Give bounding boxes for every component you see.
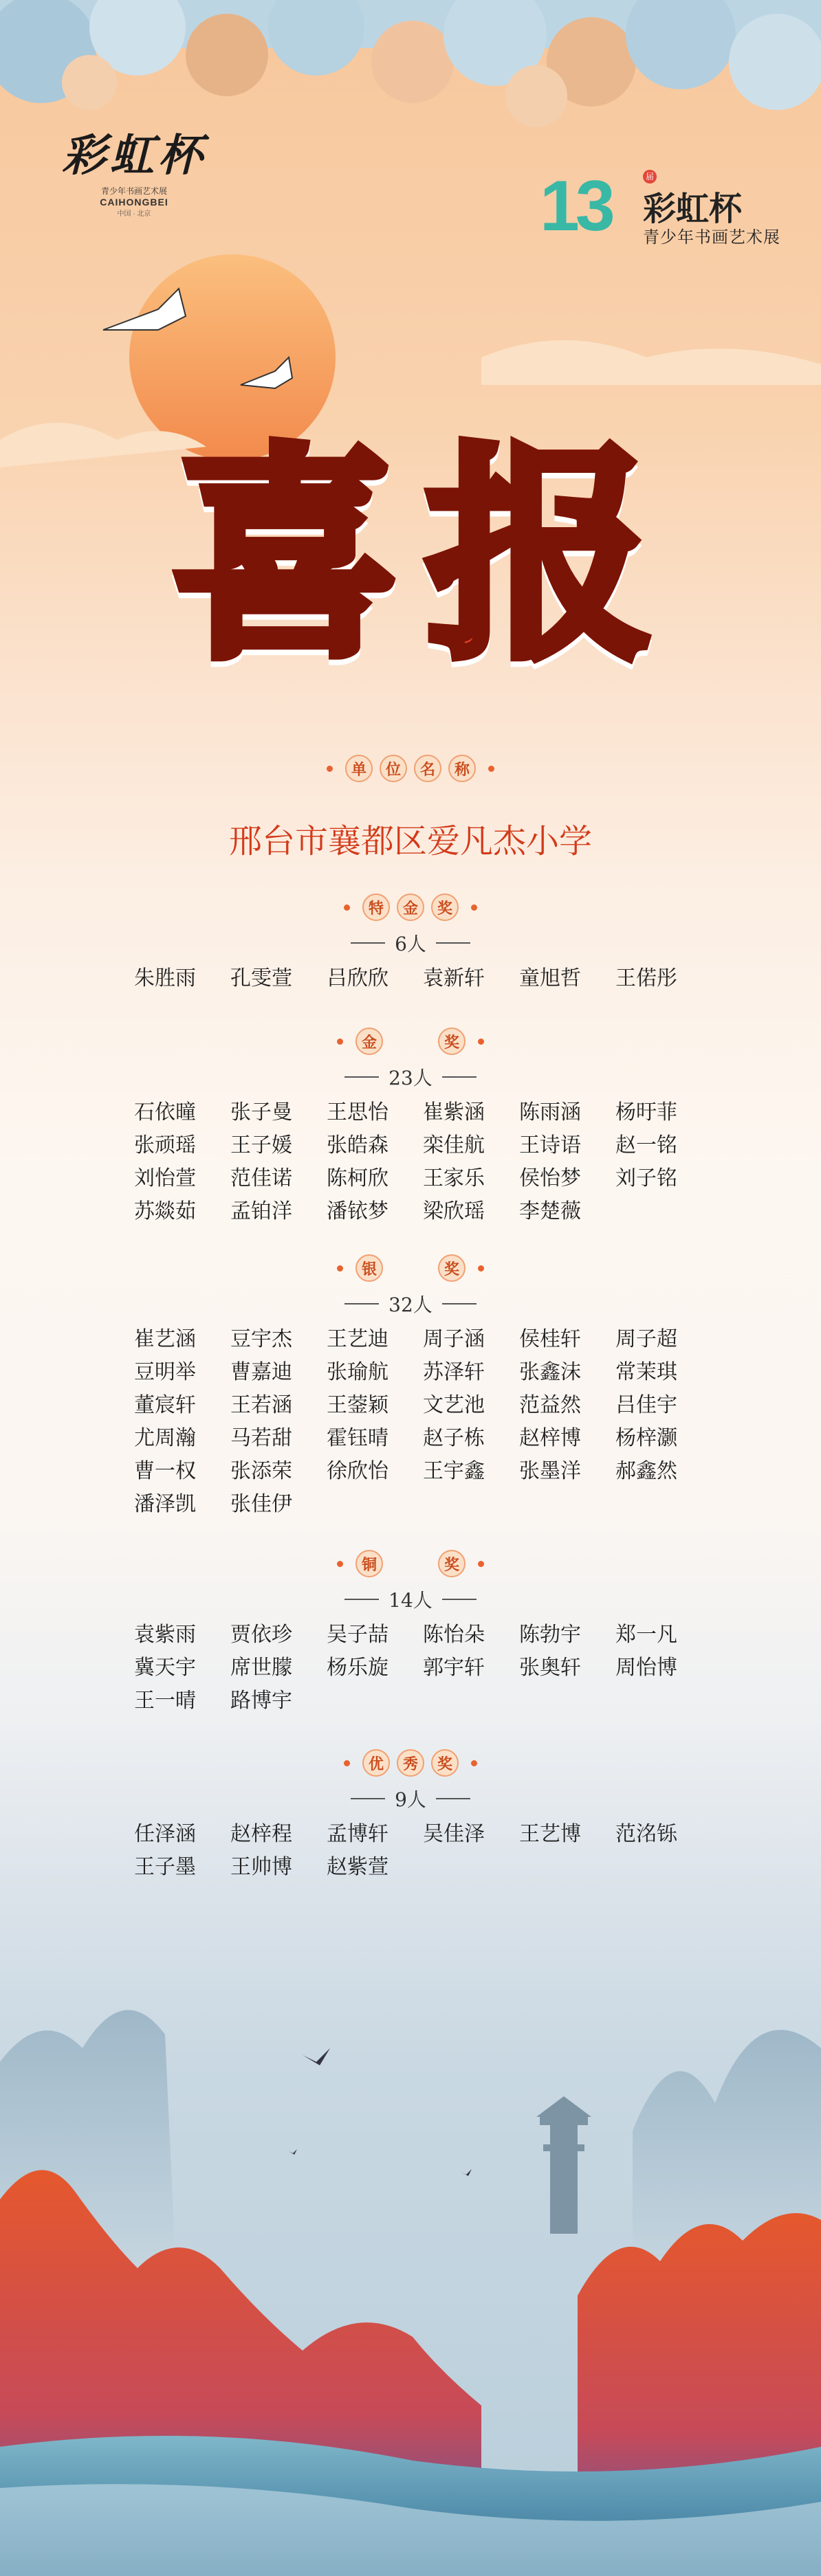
winner-name: 崔艺涵 <box>134 1327 196 1351</box>
winner-name: 陈柯欣 <box>327 1166 388 1190</box>
winner-name: 张鑫沫 <box>519 1360 581 1384</box>
brand-subtitle: 青少年书画艺术展 <box>100 186 167 196</box>
brand-logo-left <box>55 120 213 218</box>
bird-icon <box>289 2048 472 2176</box>
winner-name: 刘子铭 <box>615 1166 677 1190</box>
winner-name: 范佳诺 <box>230 1166 292 1190</box>
winner-name: 吴佳泽 <box>423 1822 485 1846</box>
winner-name: 贾依珍 <box>230 1623 292 1647</box>
winner-name: 孔雯萱 <box>230 966 292 990</box>
winner-name: 王艺迪 <box>327 1327 388 1351</box>
winner-name: 王诗语 <box>519 1133 581 1157</box>
award-count: 9人 <box>0 1785 821 1812</box>
brand-name: 彩虹杯 <box>62 130 206 181</box>
headline-char: 喜 <box>172 425 399 689</box>
winner-name: 周怡博 <box>615 1656 677 1680</box>
award-names <box>134 962 712 995</box>
winner-name: 栾佳航 <box>423 1133 485 1157</box>
winner-name: 常茉琪 <box>615 1360 677 1384</box>
winner-name: 吕欣欣 <box>327 966 388 990</box>
winner-name: 杨梓灏 <box>615 1426 677 1450</box>
winner-name: 袁紫雨 <box>134 1623 196 1647</box>
winner-name: 赵子栋 <box>423 1426 485 1450</box>
winner-name: 孟博轩 <box>327 1822 388 1846</box>
winner-name: 张皓森 <box>327 1133 388 1157</box>
winner-name: 周子超 <box>615 1327 677 1351</box>
winner-name: 任泽涵 <box>134 1822 196 1846</box>
winner-name: 豆明举 <box>134 1360 196 1384</box>
winner-name: 石依曈 <box>134 1100 196 1124</box>
award-label-char: 特 <box>362 893 390 921</box>
unit-label-char: 位 <box>380 755 407 782</box>
winner-name: 郭宇轩 <box>423 1656 485 1680</box>
winner-name: 范洺铄 <box>615 1822 677 1846</box>
headline <box>103 399 722 715</box>
pagoda-icon <box>536 2096 591 2234</box>
winner-name: 王蓥颖 <box>327 1393 388 1417</box>
winner-name: 张添荣 <box>230 1459 292 1483</box>
edition-number: 13 <box>540 166 611 246</box>
winner-name: 张奥轩 <box>519 1656 581 1680</box>
award-label-char: 金 <box>355 1028 383 1055</box>
winner-name: 孟铂洋 <box>230 1199 292 1223</box>
winner-name: 朱胜雨 <box>134 966 196 990</box>
winner-name: 王若涵 <box>230 1393 292 1417</box>
winner-name: 苏泽轩 <box>423 1360 485 1384</box>
school-name: 邢台市襄都区爱凡杰小学 <box>228 822 592 860</box>
winner-name: 王子墨 <box>134 1855 196 1879</box>
winner-name: 冀天宇 <box>134 1656 196 1680</box>
winner-name: 张子曼 <box>230 1100 292 1124</box>
winner-name: 赵紫萱 <box>327 1855 388 1879</box>
award-names <box>134 1323 712 1521</box>
award-label-char: 优 <box>362 1749 390 1777</box>
award-count: 32人 <box>0 1290 821 1318</box>
winner-name: 刘怡萱 <box>134 1166 196 1190</box>
unit-label-char: 单 <box>345 755 373 782</box>
award-count: 23人 <box>0 1063 821 1091</box>
winner-name: 侯桂轩 <box>519 1327 581 1351</box>
winner-name: 霍钰晴 <box>327 1426 388 1450</box>
winner-name: 陈勃宇 <box>519 1623 581 1647</box>
winner-name: 赵一铭 <box>615 1133 677 1157</box>
winner-name: 张佳伊 <box>230 1492 292 1516</box>
winner-name: 潘铱梦 <box>327 1199 388 1223</box>
award-label <box>0 893 821 921</box>
winner-name: 陈雨涵 <box>519 1100 581 1124</box>
winner-name: 赵梓程 <box>230 1822 292 1846</box>
award-label-char: 奖 <box>438 1028 466 1055</box>
event-name: 彩虹杯 <box>643 191 743 227</box>
winner-name: 王偌彤 <box>615 966 677 990</box>
unit-label-char: 称 <box>448 755 476 782</box>
cloud-band-top <box>0 0 821 127</box>
award-label-char: 银 <box>355 1254 383 1282</box>
award-label <box>0 1550 821 1577</box>
award-label-char: 奖 <box>431 1749 459 1777</box>
award-count: 14人 <box>0 1586 821 1613</box>
winner-name: 郑一凡 <box>615 1623 677 1647</box>
winner-name: 王一晴 <box>134 1689 196 1713</box>
winner-name: 吴子喆 <box>327 1623 388 1647</box>
winner-name: 王子媛 <box>230 1133 292 1157</box>
winner-name: 杨乐旋 <box>327 1656 388 1680</box>
edition-tag: 届 <box>643 170 657 184</box>
winner-name: 王帅博 <box>230 1855 292 1879</box>
winner-name: 梁欣瑶 <box>423 1199 485 1223</box>
winner-name: 郝鑫然 <box>615 1459 677 1483</box>
winner-name: 范益然 <box>519 1393 581 1417</box>
winner-name: 吕佳宇 <box>615 1393 677 1417</box>
winner-name: 董宸轩 <box>134 1393 196 1417</box>
winner-name: 徐欣怡 <box>327 1459 388 1483</box>
winner-name: 赵梓博 <box>519 1426 581 1450</box>
winner-name: 杨旴菲 <box>615 1100 677 1124</box>
winner-name: 豆宇杰 <box>230 1327 292 1351</box>
winner-name: 马若甜 <box>230 1426 292 1450</box>
winner-name: 陈怡朵 <box>423 1623 485 1647</box>
award-names <box>134 1619 712 1718</box>
award-label-char: 金 <box>397 893 424 921</box>
winner-name: 童旭哲 <box>519 966 581 990</box>
winner-name: 张顽瑶 <box>134 1133 196 1157</box>
event-subtitle: 青少年书画艺术展 <box>643 228 780 247</box>
brand-small-text: 中国 · 北京 <box>117 210 151 218</box>
winner-name: 张瑜航 <box>327 1360 388 1384</box>
winner-name: 苏燚茹 <box>134 1199 196 1223</box>
winner-name: 王家乐 <box>423 1166 485 1190</box>
winner-name: 席世朦 <box>230 1656 292 1680</box>
award-names <box>134 1096 712 1228</box>
winner-name: 路博宇 <box>230 1689 292 1713</box>
brand-english: CAIHONGBEI <box>100 197 168 208</box>
winner-name: 文艺池 <box>423 1393 485 1417</box>
winner-name: 潘泽凯 <box>134 1492 196 1516</box>
award-label-char: 奖 <box>438 1550 466 1577</box>
winner-name: 尤周瀚 <box>134 1426 196 1450</box>
winner-name: 王宇鑫 <box>423 1459 485 1483</box>
award-label-char: 奖 <box>438 1254 466 1282</box>
winner-name: 李楚薇 <box>519 1199 581 1223</box>
brand-logo-right <box>540 168 801 251</box>
winner-name: 侯怡梦 <box>519 1166 581 1190</box>
winner-name: 张墨洋 <box>519 1459 581 1483</box>
award-label <box>0 1028 821 1055</box>
award-label-char: 奖 <box>431 893 459 921</box>
winner-name: 王艺博 <box>519 1822 581 1846</box>
award-label-char: 铜 <box>355 1550 383 1577</box>
award-label <box>0 1749 821 1777</box>
winner-name: 袁新轩 <box>423 966 485 990</box>
award-count: 6人 <box>0 929 821 957</box>
headline-char: 报 <box>426 425 653 689</box>
winner-name: 曹一权 <box>134 1459 196 1483</box>
winner-name: 王思怡 <box>327 1100 388 1124</box>
winner-name: 周子涵 <box>423 1327 485 1351</box>
unit-label <box>0 755 821 782</box>
award-names <box>134 1818 712 1884</box>
winner-name: 曹嘉迪 <box>230 1360 292 1384</box>
award-label-char: 秀 <box>397 1749 424 1777</box>
winner-name: 崔紫涵 <box>423 1100 485 1124</box>
unit-label-char: 名 <box>414 755 441 782</box>
award-label <box>0 1254 821 1282</box>
